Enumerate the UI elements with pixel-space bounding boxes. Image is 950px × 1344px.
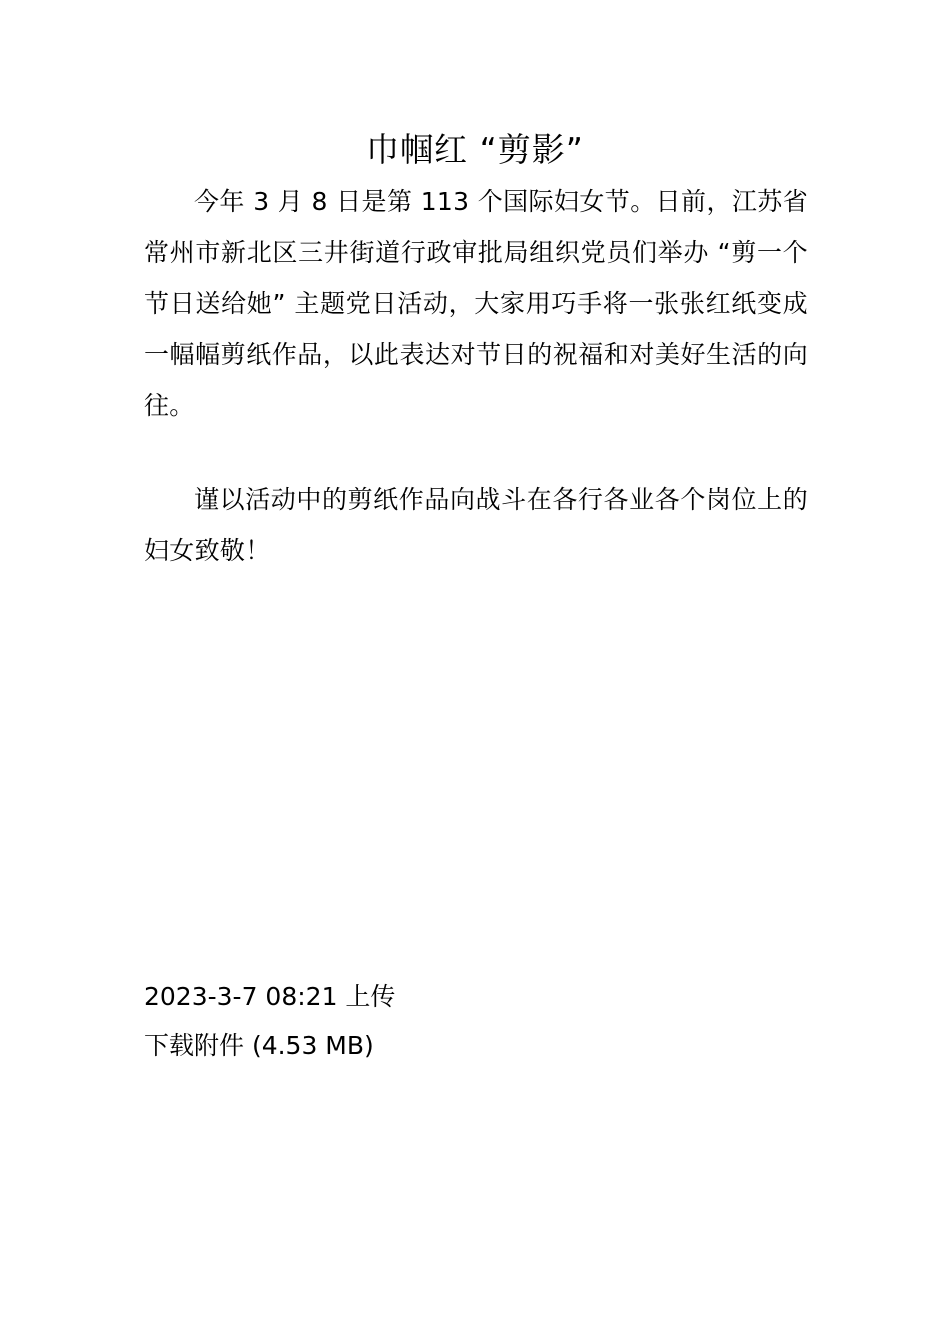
article-paragraph-1: 今年 3 月 8 日是第 113 个国际妇女节。日前，江苏省常州市新北区三井街道行政审批局组织党员们举办 “剪一个节日送给她” 主题党日活动，大家用巧手将一张张红纸变成一幅幅剪纸作品，以此表达对节日的祝福和对美好生活的向往。 <box>144 187 808 420</box>
article-paragraph-2: 谨以活动中的剪纸作品向战斗在各行各业各个岗位上的妇女致敬！ <box>144 485 808 565</box>
upload-timestamp: 2023-3-7 08:21 上传 <box>144 982 396 1011</box>
article-title: 巾帼红 “剪影” <box>366 130 584 169</box>
download-attachment-link[interactable]: 下载附件 (4.53 MB) <box>144 1031 374 1060</box>
